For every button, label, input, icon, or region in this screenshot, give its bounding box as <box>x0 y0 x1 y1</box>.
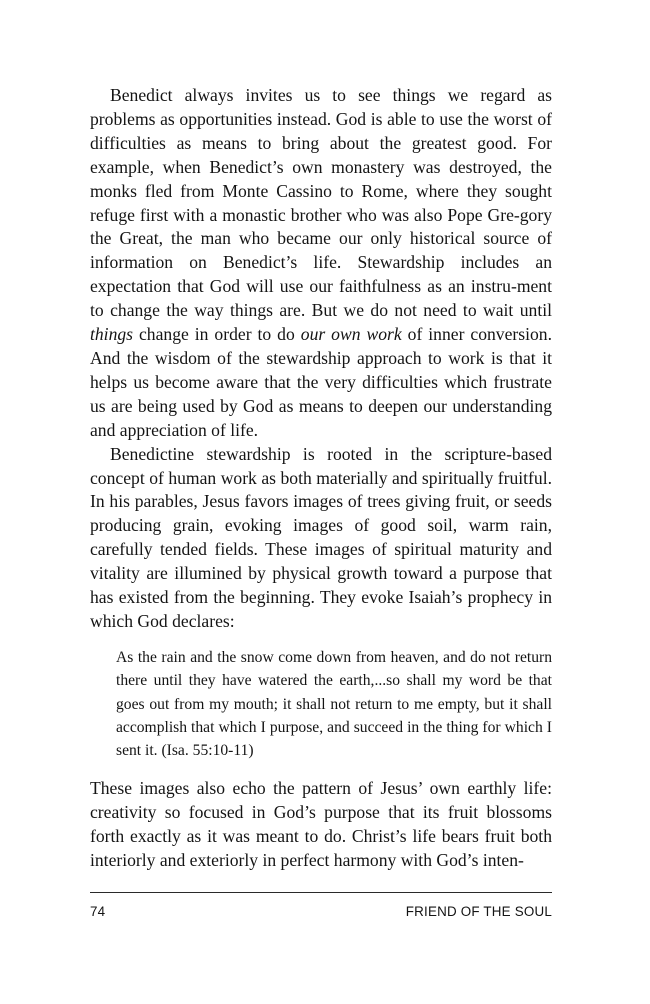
page-number: 74 <box>90 904 106 919</box>
emphasis-our-own-work: our own work <box>300 324 402 345</box>
emphasis-things: things <box>90 324 134 345</box>
running-title: FRIEND OF THE SOUL <box>405 904 552 919</box>
paragraph-benedictine-stewardship: Benedictine stewardship is rooted in the scripture-based concept of human work as both materially and spiritually fruitful. In his parables, Jesus favors images of trees giving fruit, or seeds producing grain, evoking images of good soil, warm rain, carefully tended fields. These images of spiritual maturity and vitality are illumined by physical growth toward a purpose that has existed from the beginning. They evoke Isaiah’s prophecy in which God declares: <box>90 443 552 631</box>
paragraph-closing: These images also echo the pattern of Jesus’ own earthly life: creativity so focused in God’s purpose that its fruit blossoms forth exactly as it was meant to do. Christ’s life bears fruit both interiorly and exteriorly in perfect harmony with God’s inten- <box>90 777 552 870</box>
page-body <box>90 84 552 873</box>
paragraph-text: of inner conversion. And the wisdom of the stewardship approach to work is that it helps us become aware that the very difficulties which frustrate us are being used by God as means to deepen our understanding and appreciation of life. <box>90 324 552 440</box>
page-footer <box>90 904 552 919</box>
paragraph-stewardship-opportunities <box>90 84 552 443</box>
block-quote-isaiah: As the rain and the snow come down from heaven, and do not return there until they have watered the earth,...so shall my word be that goes out from my mouth; it shall not return to me empty, but it shall accomplish that which I purpose, and succeed in the thing for which I sent it. (Isa. 55:10-11) <box>116 648 552 760</box>
footer-rule <box>90 892 552 893</box>
paragraph-text: change in order to do <box>133 324 301 345</box>
paragraph-text: Benedict always invites us to see things we regard as problems as opportunities instead. God is able to use the worst of difficulties as means to bring about the greatest good. For example, when Benedict’s own monastery was destroyed, the monks fled from Monte Cassino to Rome, where they sought refuge first with a monastic brother who was also Pope Gre-gory the Great, the man who became our only historical source of information on Benedict’s life. Stewardship includes an expectation that God will use our faithfulness as an instru-ment to change the way things are. But we do not need to wait until <box>90 85 552 321</box>
